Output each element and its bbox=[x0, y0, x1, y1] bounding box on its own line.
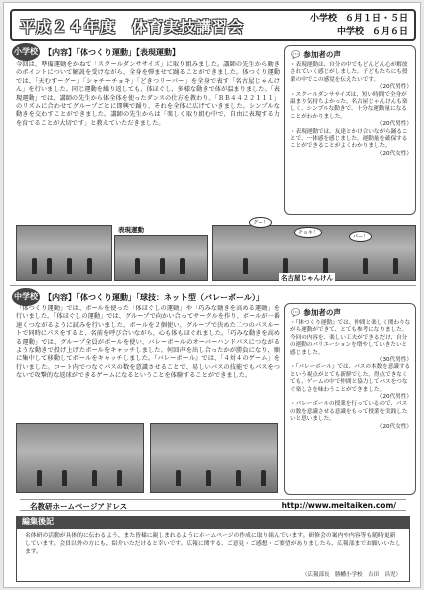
school-label: 小学校 bbox=[309, 14, 337, 24]
website-bar bbox=[20, 499, 406, 511]
section-divider bbox=[10, 285, 416, 286]
photo-caption: 表現運動 bbox=[118, 226, 144, 234]
voice-list bbox=[290, 320, 412, 431]
website-label: 名教研ホームページアドレス bbox=[30, 502, 128, 511]
page-header bbox=[10, 9, 416, 41]
schedule-dates bbox=[310, 13, 408, 39]
editor-note-body bbox=[16, 528, 410, 582]
school-label: 中学校 bbox=[336, 27, 364, 37]
editor-note-text: 名体研の活動が具体的に伝わるよう、また皆様に親しまれるようにホームページの作成に取り組んでいます。研修会の案内や内容等も随時更新しています。会員以外の方にも、紹介いただけると幸いです。広報に関する、ご意見・ご感想・ご要望がありましたら、広報部までお願いいたします。 bbox=[25, 533, 401, 556]
voice-heading: 💬 参加者の声 bbox=[291, 308, 341, 317]
voice-list bbox=[290, 62, 412, 158]
editor-note-heading: 編集後記 bbox=[16, 516, 410, 528]
voice-item: ・表現運動では、友達とかけ合いながら踊ることで、一体感を感じました。運動量を確保することができることがよくわかりました。 （20代女性） bbox=[290, 128, 412, 157]
editor-signature: （広報部長 勝幡小学校 吉田 昌児） bbox=[301, 571, 401, 578]
voice-item: ・『体つくり運動』では、仲間と楽しく関わりながら運動ができて、とても参考になりました。今回の内容を、楽しい工夫ができるだけ、自分の運動のバリエーションを増やしていきたいと感じました。 （30代男性） bbox=[290, 320, 412, 364]
voice-item: ・『バレーボール』では、パスの本数を意識するという視点がとても新鮮でした。得点できなくても、ゲームの中で仲間と協力してパスをつなぐ楽しさを味わうことができました。 （20代男性） bbox=[290, 364, 412, 401]
date-value: ６月６日 bbox=[371, 27, 408, 37]
elementary-voice-box bbox=[284, 45, 416, 215]
speech-bubble: パー！ bbox=[349, 231, 372, 242]
photo-dance-2 bbox=[114, 235, 208, 281]
photo-volleyball bbox=[150, 423, 278, 493]
elementary-body: 今回は、準備運動をかねて「スクールダンササイズ」に取り組みました。講師の先生から動きのポイントについて解説を受けながら、全身を弾ませて踊ることができました。体つくり運動では、「天むすーグー」「シャチーチョキ」「どきつリーパー」を全身で表す「名古屋じゃんけん」を行いました。同じ運動を繰り返しても、体ほぐし、多様な動きで体が温まりました。「表現運動」では、講師の先生から体全体を使ったダンスの仕方を教わり、「ＢＢ４４２２１１１」のリズムに合わせてグループごとに即興で踊り、それを全体に広げていきました。シンプルな動きを交わすことができました。講師の先生からは「楽しく取り組む中で、自由に表現する力を育てることが大切です」と教えていただきました。 bbox=[16, 61, 280, 127]
voice-item: ・表現運動は、自分の中でもどんどん心が解放されていく感じがしました。子どもたちにも授業の中でこの感覚を伝えたいです。 （20代男性） bbox=[290, 62, 412, 91]
photo-caption: 名古屋じゃんけん bbox=[281, 274, 333, 282]
voice-heading: 💬 参加者の声 bbox=[291, 50, 341, 59]
elementary-heading: 【内容】「体つくり運動」【表現運動】 bbox=[44, 48, 180, 57]
elementary-badge: 小学校 bbox=[12, 43, 40, 61]
website-url-link[interactable]: http://www.meitaiken.com/ bbox=[281, 501, 396, 510]
date-value: ６月１日・５日 bbox=[344, 14, 408, 24]
junior-heading: 【内容】「体つくり運動」「球技：ネット型（バレーボール）」 bbox=[44, 293, 264, 302]
photo-dance-1 bbox=[16, 225, 112, 281]
speech-bubble: グー！ bbox=[249, 217, 272, 228]
junior-voice-box bbox=[284, 303, 416, 495]
photo-circle-pass bbox=[16, 423, 144, 493]
speech-icon: 💬 bbox=[291, 308, 301, 317]
newsletter-page bbox=[3, 2, 421, 588]
junior-badge: 中学校 bbox=[12, 288, 40, 306]
page-title: 平成２４年度 体育実技講習会 bbox=[20, 18, 245, 36]
junior-body: 「体つくり運動」では、ボールを使った「体ほぐしの運動」や「巧みな動きを高める運動」を行いました。「体ほぐしの運動」では、グループで向かい合ってサークルを作り、ボールが一番速くつながるように試みを行いました。ボールを２個使い、グループで決めた二つのパスルートで同時にパスをすると、名前を呼び合いながら、心も体もほぐれました。「巧みな動きを高める運動」では、グループ全員がボールを使い、バレーボールのオーバーハンドパスにつながるような動きで投げ上げたボールをキャッチしました。何回声を出し合ったかが勝負になり、順に集中して移動してボールをキャッチしました。『バレーボール』では、「４対４のゲーム」を行いました。コート内でつなぐパスの数を意識させることで、易しいパスの技能でもパスをつないで攻撃的な返球ができるゲームになるということを体験することができました。 bbox=[16, 305, 280, 380]
voice-item: ・バレーボールの授業を行っているので、パスの数を意識させる意識をもって授業を実践したいと思いました。 （20代女性） bbox=[290, 401, 412, 430]
voice-item: ・スクールダンササイズは、短い時間で全身が温まり気持ちよかった。名古屋じゃんけんも楽しく、シンプルな動きで、十分な運動量になることがわかりました。 （20代男性） bbox=[290, 91, 412, 128]
speech-bubble: チョキ！ bbox=[294, 227, 322, 238]
speech-icon: 💬 bbox=[291, 50, 301, 59]
